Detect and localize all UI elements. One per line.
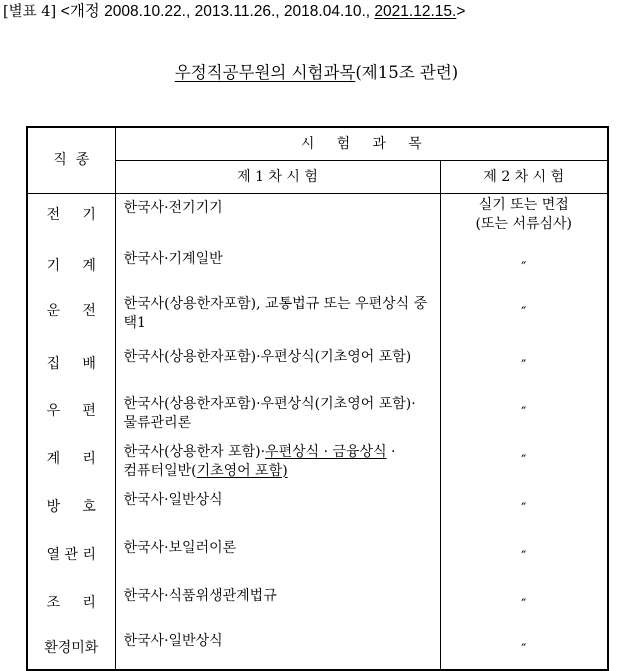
first-exam-subjects: 한국사·기계일반 xyxy=(123,250,223,267)
first-exam-cell xyxy=(115,390,440,438)
job-type-label: 우 편 xyxy=(46,402,96,419)
first-exam-subjects: 한국사(상용한자포함), 교통법규 또는 우편상식 중 택1 xyxy=(123,295,428,331)
amendment-dates: <개정 2008.10.22., 2013.11.26., 2018.04.10., xyxy=(60,3,375,20)
second-exam-cell xyxy=(440,582,608,627)
job-type-label: 전 기 xyxy=(46,207,96,223)
first-exam-subjects: 한국사·일반상식 xyxy=(123,632,223,649)
first-exam-subjects: 한국사·일반상식 xyxy=(123,491,223,508)
second-exam-subjects: ″ xyxy=(521,259,527,276)
second-exam-subjects: ″ xyxy=(521,404,527,421)
second-exam-subjects: ″ xyxy=(521,357,527,374)
second-exam-cell xyxy=(440,486,608,534)
second-exam-cell xyxy=(440,343,608,390)
job-type-cell xyxy=(27,245,115,290)
first-exam-cell xyxy=(115,486,440,534)
first-exam-subjects: 한국사·전기기기 xyxy=(123,200,223,216)
table-row xyxy=(27,582,608,627)
title-sub: (제15조 관련) xyxy=(355,63,459,82)
second-exam-subjects: ″ xyxy=(521,641,527,658)
first-exam-cell xyxy=(115,534,440,582)
page-title xyxy=(0,62,633,84)
second-exam-subjects: ″ xyxy=(521,304,527,321)
second-exam-cell xyxy=(440,290,608,343)
job-type-cell xyxy=(27,343,115,390)
first-exam-subjects: 한국사(상용한자포함)·우편상식(기초영어 포함) xyxy=(123,348,412,365)
job-type-cell xyxy=(27,486,115,534)
job-type-cell xyxy=(27,290,115,343)
first-exam-cell xyxy=(115,438,440,486)
first-exam-subjects-part: 기초영어 포함) xyxy=(196,462,288,479)
job-type-label: 방 호 xyxy=(46,498,96,515)
job-type-label: 계 리 xyxy=(46,450,96,467)
header-job-type: 직 종 xyxy=(27,127,115,194)
job-type-cell xyxy=(27,627,115,670)
second-exam-subjects: ″ xyxy=(521,500,527,517)
first-exam-subjects-part: · 컴퓨터일반( xyxy=(123,443,396,479)
second-exam-subjects: ″ xyxy=(521,548,527,565)
table-row xyxy=(27,438,608,486)
first-exam-cell xyxy=(115,245,440,290)
amendment-note xyxy=(61,3,466,20)
first-exam-cell xyxy=(115,582,440,627)
first-exam-subjects: 한국사·식품위생관계법규 xyxy=(123,587,277,604)
job-type-label: 열 관 리 xyxy=(46,546,96,563)
first-exam-subjects: 한국사(상용한자포함)·우편상식(기초영어 포함)·물류관리론 xyxy=(123,395,416,431)
table-row xyxy=(27,343,608,390)
second-exam-cell xyxy=(440,627,608,670)
header-second-exam: 제 2 차 시 험 xyxy=(440,161,608,194)
job-type-cell xyxy=(27,582,115,627)
header-first-exam: 제 1 차 시 험 xyxy=(115,161,440,194)
job-type-label: 운 전 xyxy=(46,302,96,319)
amendment-latest-date: 2021.12.15. xyxy=(374,3,457,20)
table-row xyxy=(27,290,608,343)
table-row xyxy=(27,194,608,245)
exam-subjects-table xyxy=(26,126,609,671)
second-exam-cell xyxy=(440,438,608,486)
job-type-label: 조 리 xyxy=(46,594,96,611)
header-exam-subjects: 시 험 과 목 xyxy=(115,127,608,161)
table-row xyxy=(27,245,608,290)
second-exam-cell xyxy=(440,534,608,582)
first-exam-cell xyxy=(115,627,440,670)
first-exam-cell xyxy=(115,194,440,245)
job-type-cell xyxy=(27,390,115,438)
second-exam-cell xyxy=(440,194,608,245)
second-exam-cell xyxy=(440,390,608,438)
second-exam-subjects: ″ xyxy=(521,596,527,613)
job-type-cell xyxy=(27,534,115,582)
job-type-label: 집 배 xyxy=(46,355,96,372)
job-type-label: 환경미화 xyxy=(44,639,99,656)
table-row xyxy=(27,390,608,438)
job-type-cell xyxy=(27,194,115,245)
second-exam-subjects: 실기 또는 면접 (또는 서류심사) xyxy=(475,197,573,232)
first-exam-subjects-part: 우편상식 · 금융상식 xyxy=(265,443,387,460)
table-body xyxy=(27,194,608,670)
second-exam-cell xyxy=(440,245,608,290)
job-type-cell xyxy=(27,438,115,486)
second-exam-subjects: ″ xyxy=(521,452,527,469)
first-exam-subjects-part: 한국사(상용한자 포함)· xyxy=(123,443,266,460)
first-exam-cell xyxy=(115,343,440,390)
table-row xyxy=(27,534,608,582)
annex-label: [별표 4] xyxy=(3,4,57,20)
amendment-close: > xyxy=(456,3,466,20)
job-type-label: 기 계 xyxy=(46,257,96,274)
first-exam-cell xyxy=(115,290,440,343)
table-row xyxy=(27,486,608,534)
table-row xyxy=(27,627,608,670)
annex-header xyxy=(3,0,465,24)
first-exam-subjects: 한국사·보일러이론 xyxy=(123,539,237,556)
title-main: 우정직공무원의 시험과목 xyxy=(174,63,356,82)
